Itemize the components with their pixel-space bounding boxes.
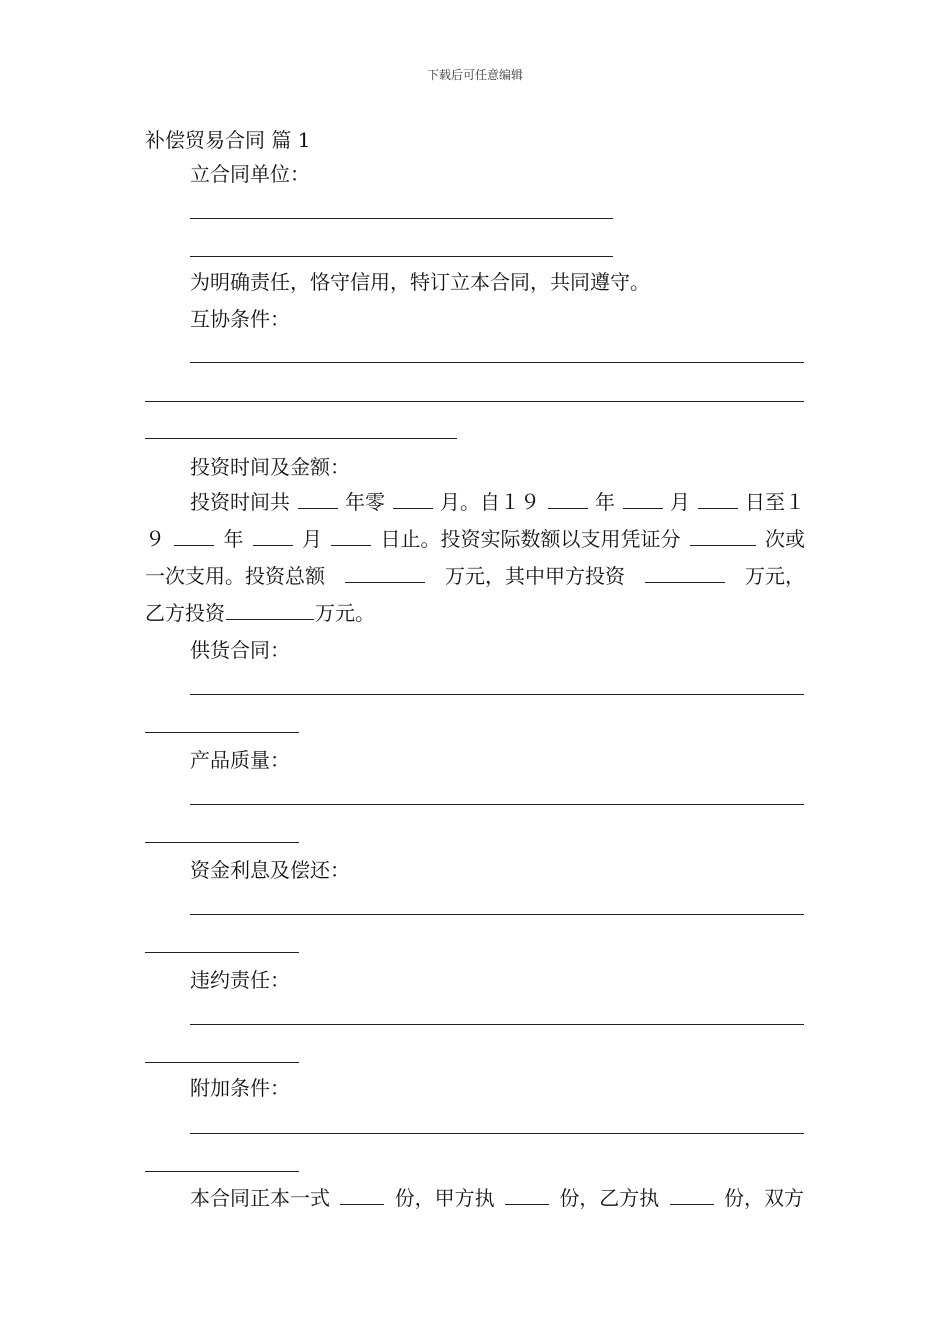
total-investment-blank[interactable] xyxy=(345,564,425,583)
breach-blank-2[interactable] xyxy=(145,1062,299,1063)
investment-text: 万元。 xyxy=(315,601,375,625)
copies-text: 本合同正本一式 xyxy=(190,1186,330,1210)
document-title: 补偿贸易合同 篇 1 xyxy=(145,128,311,152)
copies-text: 份，乙方执 xyxy=(559,1186,660,1210)
investment-text: 万元， xyxy=(745,564,805,588)
cooperation-blank-2[interactable] xyxy=(145,401,804,402)
investment-line-4 xyxy=(145,601,805,625)
start-day-blank[interactable] xyxy=(698,490,738,509)
investment-line-2 xyxy=(145,527,805,551)
additional-blank-2[interactable] xyxy=(145,1171,299,1172)
quality-blank-1[interactable] xyxy=(190,804,804,805)
months-blank[interactable] xyxy=(393,490,433,509)
additional-blank-1[interactable] xyxy=(190,1133,804,1134)
supply-label: 供货合同： xyxy=(190,638,290,662)
party-a-investment-blank[interactable] xyxy=(645,564,725,583)
end-month-blank[interactable] xyxy=(253,527,293,546)
copies-line xyxy=(190,1186,804,1210)
party-a-copies-blank[interactable] xyxy=(505,1186,549,1205)
purpose-text: 为明确责任，恪守信用，特订立本合同，共同遵守。 xyxy=(190,270,650,294)
investment-text: 日至１ xyxy=(745,490,805,514)
interest-blank-1[interactable] xyxy=(190,914,804,915)
cooperation-blank-3[interactable] xyxy=(145,438,457,439)
additional-label: 附加条件： xyxy=(190,1076,290,1100)
end-year-blank[interactable] xyxy=(174,527,214,546)
years-blank[interactable] xyxy=(298,490,338,509)
cooperation-label: 互协条件： xyxy=(190,307,290,331)
installments-blank[interactable] xyxy=(690,527,756,546)
investment-label: 投资时间及金额： xyxy=(190,455,350,479)
investment-text: 年 xyxy=(223,527,244,551)
investment-text: 月 xyxy=(670,490,690,514)
page-header: 下载后可任意编辑 xyxy=(426,68,523,82)
breach-label: 违约责任： xyxy=(190,968,290,992)
copies-text: 份，甲方执 xyxy=(394,1186,495,1210)
investment-text: 次或 xyxy=(765,527,805,551)
supply-blank-2[interactable] xyxy=(145,732,299,733)
copies-text: 份，双方 xyxy=(723,1186,804,1210)
investment-line-1 xyxy=(190,490,805,514)
investment-text: 月。自１９ xyxy=(440,490,540,514)
total-copies-blank[interactable] xyxy=(340,1186,384,1205)
start-year-blank[interactable] xyxy=(548,490,588,509)
party-b-investment-blank[interactable] xyxy=(226,601,314,620)
party-a-blank[interactable] xyxy=(190,218,613,219)
investment-paragraph xyxy=(145,490,805,625)
quality-blank-2[interactable] xyxy=(145,842,299,843)
party-b-blank[interactable] xyxy=(190,256,613,257)
investment-text: 乙方投资 xyxy=(145,601,225,625)
start-month-blank[interactable] xyxy=(623,490,663,509)
end-day-blank[interactable] xyxy=(331,527,371,546)
parties-label: 立合同单位： xyxy=(190,162,310,186)
breach-blank-1[interactable] xyxy=(190,1024,804,1025)
interest-label: 资金利息及偿还： xyxy=(190,858,350,882)
supply-blank-1[interactable] xyxy=(190,694,804,695)
party-b-copies-blank[interactable] xyxy=(670,1186,714,1205)
investment-text: 日止。投资实际数额以支用凭证分 xyxy=(380,527,681,551)
investment-text: 一次支用。投资总额 xyxy=(145,564,325,588)
investment-text: ９ xyxy=(145,527,165,551)
investment-text: 投资时间共 xyxy=(190,490,290,514)
copies-paragraph xyxy=(190,1186,804,1210)
cooperation-blank-1[interactable] xyxy=(190,362,804,363)
interest-blank-2[interactable] xyxy=(145,952,299,953)
quality-label: 产品质量： xyxy=(190,748,290,772)
investment-line-3 xyxy=(145,564,805,588)
investment-text: 万元，其中甲方投资 xyxy=(445,564,625,588)
investment-text: 月 xyxy=(302,527,322,551)
investment-text: 年 xyxy=(595,490,615,514)
investment-text: 年零 xyxy=(345,490,385,514)
